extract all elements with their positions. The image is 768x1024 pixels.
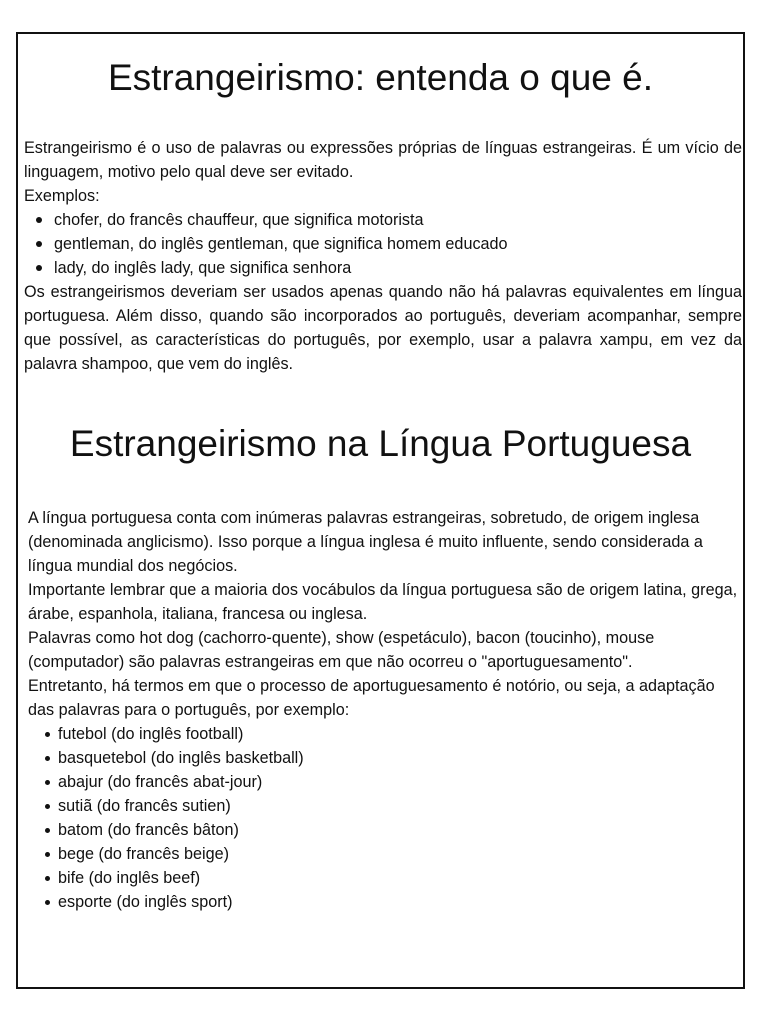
paragraph: Importante lembrar que a maioria dos vocábulos da língua portuguesa são de origem latina, grega, árabe, espanhola, italiana, francesa ou inglesa. <box>28 581 738 623</box>
examples-list <box>24 208 742 280</box>
paragraph: Entretanto, há termos em que o processo de aportuguesamento é notório, ou seja, a adaptação das palavras para o português, por exemplo: <box>28 677 715 719</box>
document-frame <box>16 32 745 989</box>
list-item: lady, do inglês lady, que significa senhora <box>24 256 742 280</box>
intro-paragraph: Estrangeirismo é o uso de palavras ou expressões próprias de línguas estrangeiras. É um vício de linguagem, motivo pelo qual deve ser evitado. <box>24 139 742 181</box>
list-item: bege (do francês beige) <box>28 842 740 866</box>
list-item: sutiã (do francês sutien) <box>28 794 740 818</box>
list-item: bife (do inglês beef) <box>28 866 740 890</box>
list-item: chofer, do francês chauffeur, que significa motorista <box>24 208 742 232</box>
paragraph: A língua portuguesa conta com inúmeras palavras estrangeiras, sobretudo, de origem inglesa (denominada anglicismo). Isso porque a língua inglesa é muito influente, sendo considerada a língua mundial dos negócios. <box>28 509 703 575</box>
list-item: basquetebol (do inglês basketball) <box>28 746 740 770</box>
list-item: gentleman, do inglês gentleman, que significa homem educado <box>24 232 742 256</box>
examples-label: Exemplos: <box>24 187 100 205</box>
section-1-body <box>24 136 742 376</box>
list-item: esporte (do inglês sport) <box>28 890 740 914</box>
adapted-words-list <box>28 722 740 914</box>
section-2-title: Estrangeirismo na Língua Portuguesa <box>69 423 692 464</box>
list-item: abajur (do francês abat-jour) <box>28 770 740 794</box>
list-item: batom (do francês bâton) <box>28 818 740 842</box>
paragraph: Palavras como hot dog (cachorro-quente), show (espetáculo), bacon (toucinho), mouse (computador) são palavras estrangeiras em que não ocorreu o "aportuguesamento". <box>28 629 655 671</box>
section-2-body <box>28 506 740 914</box>
closing-paragraph: Os estrangeirismos deveriam ser usados apenas quando não há palavras equivalentes em língua portuguesa. Além disso, quando são incorporados ao português, deveriam acompanhar, sempre que possível, as características do português, por exemplo, usar a palavra xampu, em vez da palavra shampoo, que vem do inglês. <box>24 283 742 373</box>
section-1-title: Estrangeirismo: entenda o que é. <box>107 57 654 98</box>
list-item: futebol (do inglês football) <box>28 722 740 746</box>
